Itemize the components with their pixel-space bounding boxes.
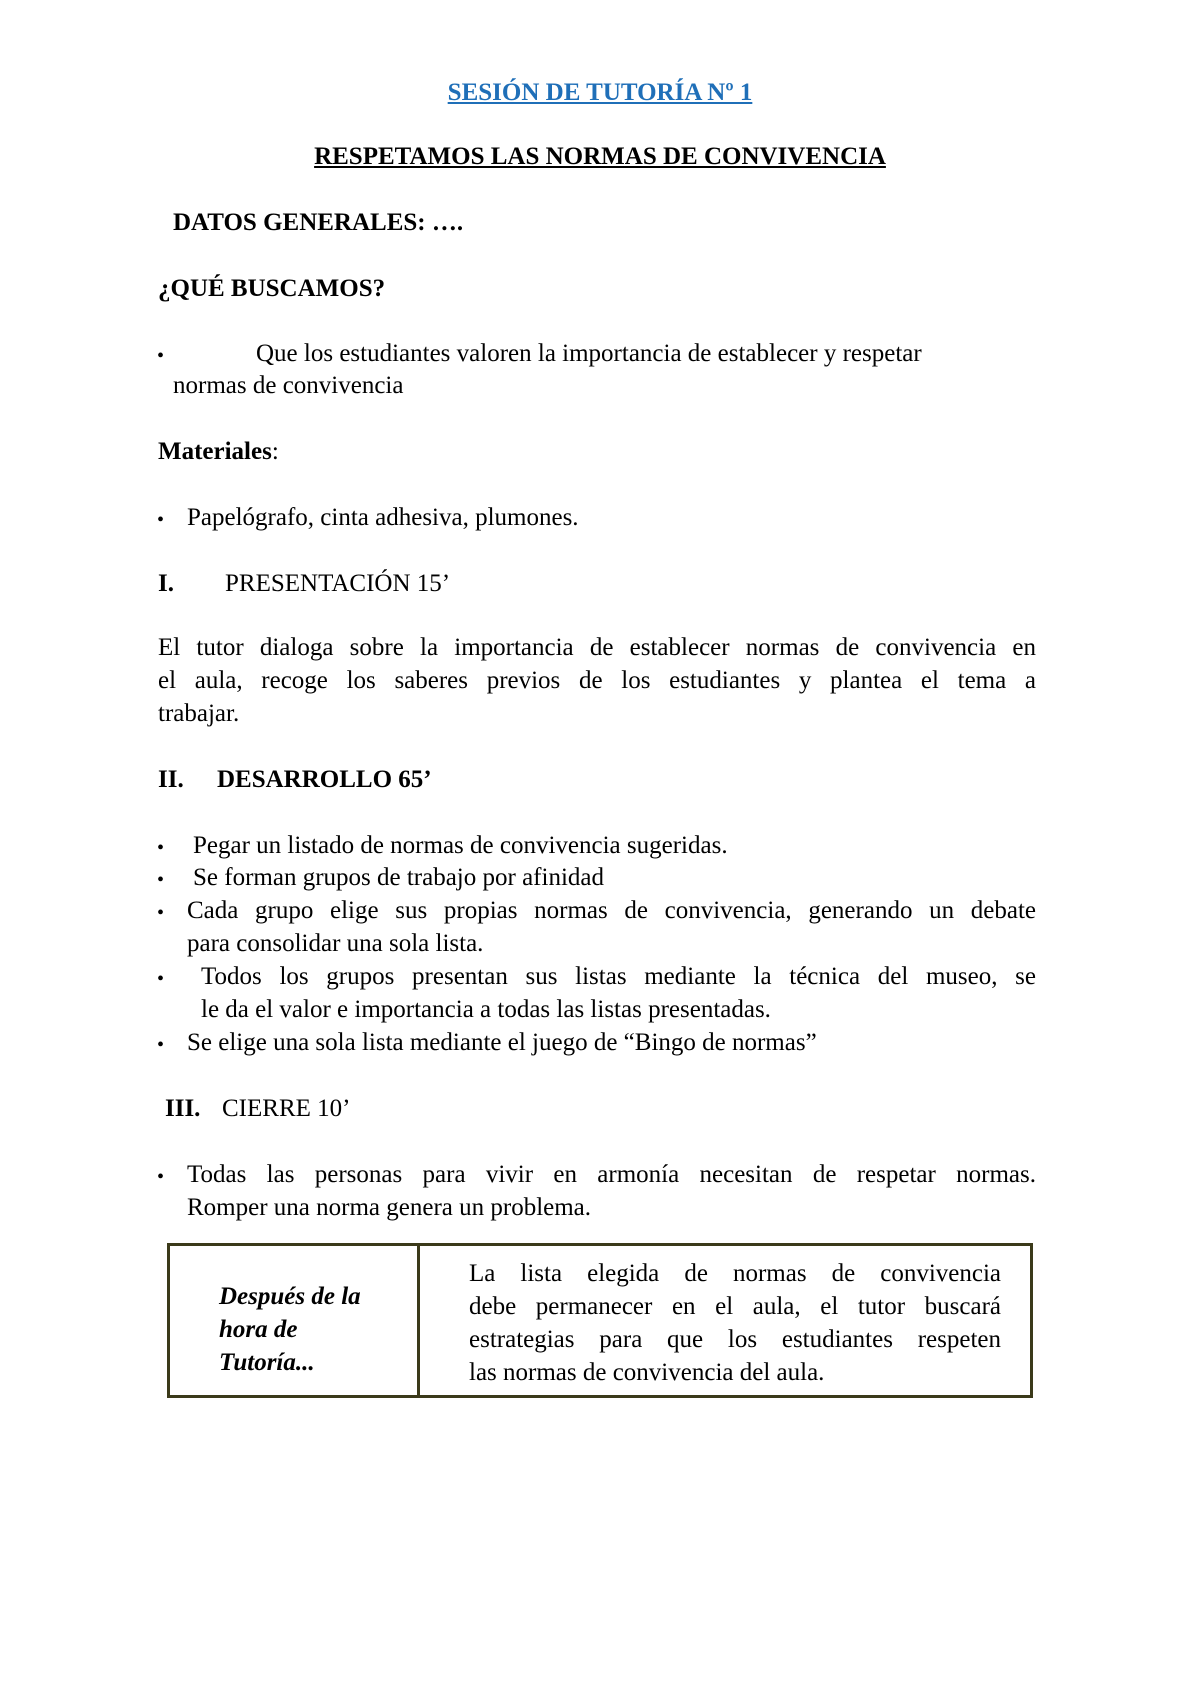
cierre-line-1: Todas las personas para vivir en armonía necesitan de respetar normas.	[187, 1161, 1036, 1188]
bullet-icon: •	[157, 1166, 165, 1188]
desarrollo-heading: DESARROLLO 65’	[217, 766, 432, 793]
bullet-icon: •	[157, 869, 165, 891]
objective-line-2: normas de convivencia	[173, 372, 404, 399]
session-title: SESIÓN DE TUTORÍA Nº 1	[447, 79, 753, 106]
box-right-line: estrategias para que los estudiantes respeten	[469, 1326, 1001, 1353]
presentacion-heading: PRESENTACIÓN 15’	[225, 570, 451, 597]
box-right-line: debe permanecer en el aula, el tutor buscará	[469, 1293, 1001, 1320]
bullet-icon: •	[157, 837, 165, 859]
bullet-icon: •	[157, 509, 165, 531]
desarrollo-item-4: Todos los grupos presentan sus listas mediante la técnica del museo, se	[201, 963, 1036, 990]
cierre-heading: CIERRE 10’	[222, 1095, 351, 1122]
que-buscamos-heading: ¿QUÉ BUSCAMOS?	[158, 275, 386, 302]
cierre-numeral: III.	[165, 1095, 201, 1122]
bullet-icon: •	[157, 345, 165, 367]
datos-generales: DATOS GENERALES: ….	[173, 209, 464, 236]
after-tutoring-box	[167, 1243, 1033, 1398]
box-right-text	[469, 1257, 1001, 1389]
desarrollo-item-3-cont: para consolidar una sola lista.	[187, 930, 484, 957]
materiales-heading: Materiales:	[158, 438, 279, 465]
desarrollo-item-5: Se elige una sola lista mediante el juego de “Bingo de normas”	[187, 1029, 817, 1056]
bullet-icon: •	[157, 902, 165, 924]
box-right-line: las normas de convivencia del aula.	[469, 1359, 825, 1386]
desarrollo-item-4-cont: le da el valor e importancia a todas las listas presentadas.	[201, 996, 771, 1023]
presentacion-line-1: El tutor dialoga sobre la importancia de establecer normas de convivencia en	[158, 634, 1036, 661]
desarrollo-item-2: Se forman grupos de trabajo por afinidad	[193, 864, 604, 891]
session-subtitle: RESPETAMOS LAS NORMAS DE CONVIVENCIA	[314, 143, 886, 170]
presentacion-line-3: trabajar.	[158, 700, 240, 727]
box-left-label: Después de la hora de Tutoría...	[219, 1283, 361, 1376]
presentacion-numeral: I.	[158, 570, 174, 597]
desarrollo-item-1: Pegar un listado de normas de convivencia sugeridas.	[193, 832, 728, 859]
bullet-icon: •	[157, 1034, 165, 1056]
objective-line-1: Que los estudiantes valoren la importancia de establecer y respetar	[256, 340, 922, 367]
presentacion-line-2: el aula, recoge los saberes previos de los estudiantes y plantea el tema a	[158, 667, 1036, 694]
materiales-item: Papelógrafo, cinta adhesiva, plumones.	[187, 504, 579, 531]
cierre-line-2: Romper una norma genera un problema.	[187, 1194, 592, 1221]
bullet-icon: •	[157, 968, 165, 990]
box-divider	[417, 1246, 420, 1395]
desarrollo-numeral: II.	[158, 766, 184, 793]
box-right-line: La lista elegida de normas de convivencia	[469, 1260, 1001, 1287]
desarrollo-item-3: Cada grupo elige sus propias normas de convivencia, generando un debate	[187, 897, 1036, 924]
